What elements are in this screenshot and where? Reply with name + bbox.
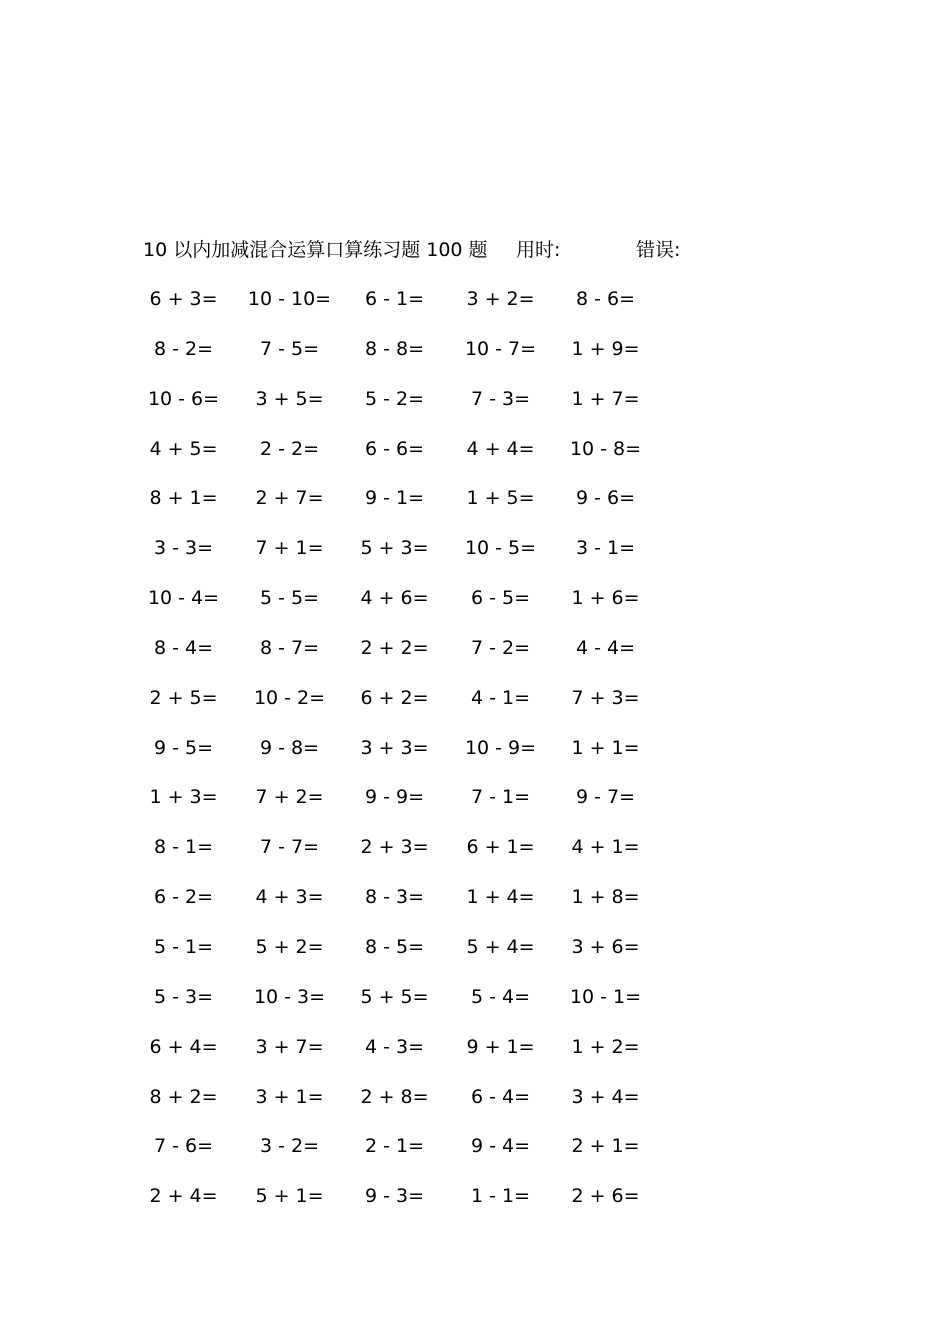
problem-cell: 7 - 5= [259,337,320,360]
problem-cell: 5 + 5= [360,985,429,1008]
problem-row [0,1083,950,1133]
problem-cell: 6 - 1= [364,288,425,310]
problem-cell: 6 + 1= [466,836,535,859]
problem-cell: 8 + 1= [149,487,218,510]
problem-cell: 3 + 4= [571,1085,640,1108]
problem-cell: 5 + 2= [255,935,324,958]
problem-cell: 2 + 1= [571,1135,640,1158]
problem-cell: 5 - 2= [364,387,425,410]
problem-cell: 1 - 1= [470,1185,531,1208]
problem-cell: 9 - 8= [259,736,320,759]
problem-cell: 1 + 8= [571,886,640,909]
problem-cell: 3 + 3= [360,736,429,759]
problem-cell: 6 - 2= [153,886,214,909]
errors-label: 错误: [636,239,681,261]
problem-cell: 2 + 8= [360,1085,429,1108]
problem-row [0,933,950,983]
problem-cell: 8 - 5= [364,935,425,958]
worksheet-header [143,236,743,264]
problem-cell: 10 - 9= [464,736,537,759]
problem-cell: 8 - 7= [259,636,320,659]
problem-cell: 2 + 7= [255,487,324,510]
problem-cell: 2 + 6= [571,1185,640,1208]
problem-cell: 3 + 2= [466,288,535,310]
problem-cell: 7 - 3= [470,387,531,410]
problem-cell: 9 - 1= [364,487,425,510]
problem-cell: 10 - 7= [464,337,537,360]
problem-cell: 1 + 5= [466,487,535,510]
problem-cell: 9 + 1= [466,1035,535,1058]
problem-row [0,435,950,485]
time-label: 用时: [516,239,561,261]
problem-cell: 10 - 2= [253,686,326,709]
problem-cell: 10 - 3= [253,985,326,1008]
problem-cell: 8 + 2= [149,1085,218,1108]
problem-row [0,734,950,784]
problem-cell: 6 + 3= [149,288,218,310]
problem-cell: 7 - 6= [153,1135,214,1158]
problem-cell: 3 + 5= [255,387,324,410]
problem-cell: 10 - 10= [247,288,332,310]
problem-cell: 5 - 1= [153,935,214,958]
problem-row [0,484,950,534]
problem-cell: 8 - 8= [364,337,425,360]
problem-row [0,385,950,435]
problem-cell: 7 - 7= [259,836,320,859]
problem-row [0,983,950,1033]
problem-cell: 1 + 9= [571,337,640,360]
problem-cell: 9 - 7= [575,786,636,809]
problem-cell: 7 + 3= [571,686,640,709]
problem-cell: 4 + 1= [571,836,640,859]
problem-cell: 6 - 6= [364,437,425,460]
problem-cell: 9 - 3= [364,1185,425,1208]
problem-cell: 3 - 2= [259,1135,320,1158]
problem-cell: 9 - 5= [153,736,214,759]
problem-row [0,684,950,734]
problem-cell: 7 + 1= [255,537,324,560]
problem-cell: 8 - 1= [153,836,214,859]
problem-cell: 7 - 1= [470,786,531,809]
problem-cell: 6 + 2= [360,686,429,709]
problem-cell: 2 - 1= [364,1135,425,1158]
problem-cell: 2 + 3= [360,836,429,859]
problem-cell: 6 + 4= [149,1035,218,1058]
problem-cell: 3 - 3= [153,537,214,560]
problem-cell: 2 + 4= [149,1185,218,1208]
problem-row [0,1182,950,1232]
problem-cell: 7 + 2= [255,786,324,809]
problem-cell: 6 - 4= [470,1085,531,1108]
problem-row [0,534,950,584]
problem-cell: 3 - 1= [575,537,636,560]
problem-row [0,1033,950,1083]
problem-cell: 9 - 9= [364,786,425,809]
problem-cell: 4 - 1= [470,686,531,709]
page-title: 10 以内加减混合运算口算练习题 100 题 [143,239,488,261]
problem-row [0,584,950,634]
problem-cell: 1 + 6= [571,587,640,610]
problem-cell: 1 + 3= [149,786,218,809]
problem-cell: 4 - 3= [364,1035,425,1058]
problem-row [0,1132,950,1182]
problem-cell: 1 + 1= [571,736,640,759]
problem-cell: 10 - 1= [569,985,642,1008]
problem-row [0,833,950,883]
problem-cell: 4 + 6= [360,587,429,610]
problem-cell: 5 - 5= [259,587,320,610]
problem-row [0,634,950,684]
problem-cell: 8 - 6= [575,288,636,310]
problem-cell: 9 - 4= [470,1135,531,1158]
problem-cell: 7 - 2= [470,636,531,659]
problem-cell: 5 + 1= [255,1185,324,1208]
problem-cell: 10 - 8= [569,437,642,460]
problem-cell: 9 - 6= [575,487,636,510]
problem-cell: 3 + 1= [255,1085,324,1108]
problem-cell: 3 + 6= [571,935,640,958]
problem-cell: 10 - 4= [147,587,220,610]
problem-cell: 5 + 4= [466,935,535,958]
problem-cell: 1 + 4= [466,886,535,909]
problem-row [0,783,950,833]
problem-cell: 4 + 4= [466,437,535,460]
problem-row [0,883,950,933]
problem-cell: 4 + 5= [149,437,218,460]
problem-grid [0,285,950,1232]
problem-cell: 1 + 2= [571,1035,640,1058]
problem-cell: 5 + 3= [360,537,429,560]
problem-cell: 8 - 3= [364,886,425,909]
problem-cell: 2 - 2= [259,437,320,460]
problem-cell: 3 + 7= [255,1035,324,1058]
problem-cell: 5 - 4= [470,985,531,1008]
problem-cell: 2 + 5= [149,686,218,709]
problem-row [0,285,950,335]
problem-cell: 8 - 4= [153,636,214,659]
problem-cell: 10 - 6= [147,387,220,410]
problem-cell: 2 + 2= [360,636,429,659]
problem-cell: 8 - 2= [153,337,214,360]
problem-cell: 6 - 5= [470,587,531,610]
problem-cell: 4 - 4= [575,636,636,659]
problem-cell: 5 - 3= [153,985,214,1008]
problem-row [0,335,950,385]
problem-cell: 4 + 3= [255,886,324,909]
problem-cell: 10 - 5= [464,537,537,560]
problem-cell: 1 + 7= [571,387,640,410]
